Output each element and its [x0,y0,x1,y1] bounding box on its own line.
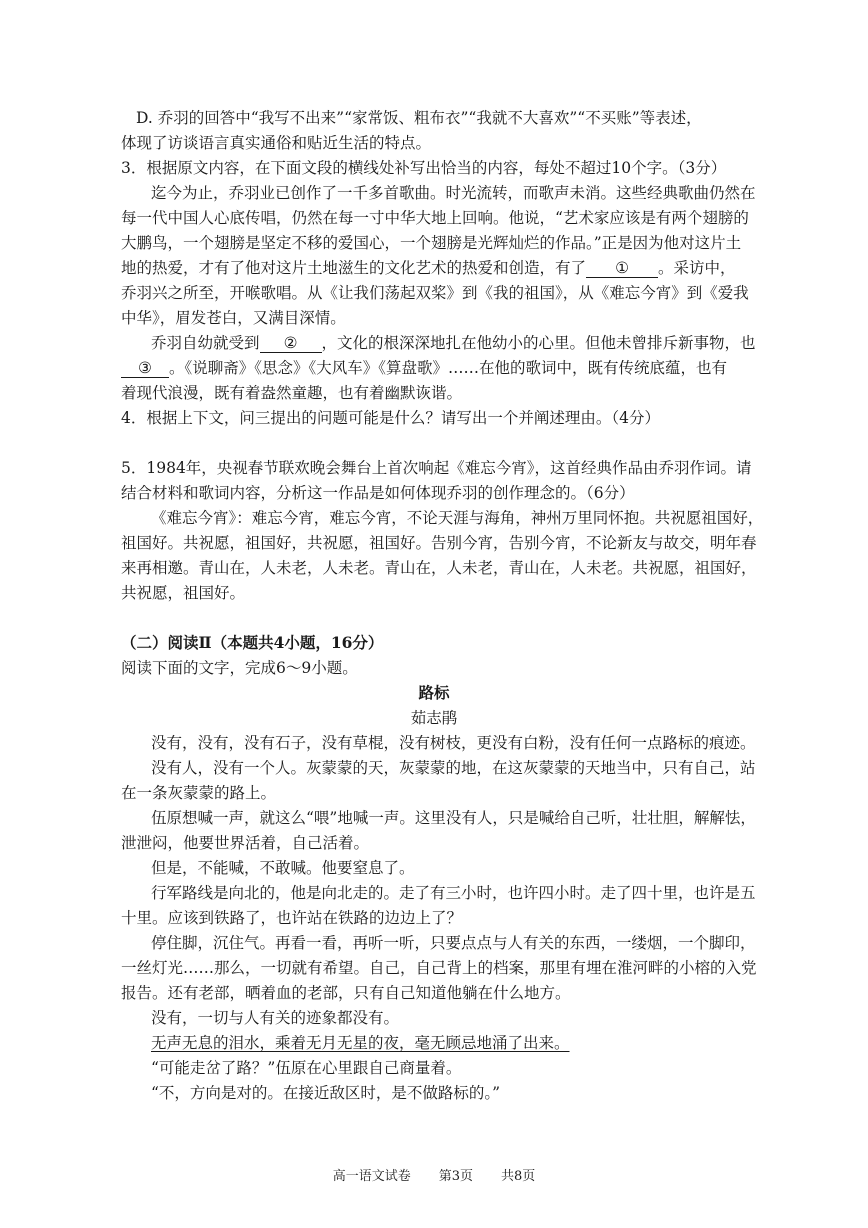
q3-paragraph-line [151,333,756,353]
question-5-prompt: 5．1984年，央视春节联欢晚会舞台上首次响起《难忘今宵》，这首经典作品由乔羽作词。请 [121,459,752,477]
section-heading: （二）阅读Ⅱ（本题共4小题，16分） [121,633,384,652]
question-3-prompt: 3．根据原文内容，在下面文段的横线处补写出恰当的内容，每处不超过10个字。（3分） [121,159,727,177]
story-line: 行军路线是向北的，他是向北走的。走了有三小时，也许四小时。走了四十里，也许是五 [151,884,756,902]
section-instruction: 阅读下面的文字，完成6～9小题。 [121,659,358,677]
question-5-prompt: 结合材料和歌词内容，分析这一作品是如何体现乔羽的创作理念的。（6分） [121,484,635,502]
story-line: “不，方向是对的。在接近敌区时，是不做路标的。” [151,1084,501,1102]
story-line: “可能走岔了路？”伍原在心里跟自己商量着。 [151,1059,462,1077]
lyric-line: 祖国好。共祝愿，祖国好，共祝愿，祖国好。告别今宵，告别今宵，不论新友与故交，明年春 [121,534,757,552]
q3-paragraph-line: 着现代浪漫，既有着盎然童趣，也有着幽默诙谐。 [121,384,463,402]
answer-blank-2[interactable]: ② [260,334,322,353]
story-line: 在一条灰蒙蒙的路上。 [121,784,277,802]
q3-paragraph-line: 大鹏鸟，一个翅膀是坚定不移的爱国心，一个翅膀是光辉灿烂的作品。”正是因为他对这片土 [121,234,742,252]
footer-total-pages: 共8页 [501,1169,536,1184]
lyric-line: 来再相邀。青山在，人未老，人未老。青山在，人未老，青山在，人未老。共祝愿，祖国好， [121,559,757,577]
q3-text: 。采访中， [658,259,736,277]
story-line: 没有，一切与人有关的迹象都没有。 [151,1009,400,1027]
story-line: 伍原想喊一声，就这么“喂”地喊一声。这里没有人，只是喊给自己听，壮壮胆，解解怯， [151,809,756,827]
lyric-line: 《难忘今宵》：难忘今宵，难忘今宵，不论天涯与海角，神州万里同怀抱。共祝愿祖国好， [151,509,764,527]
story-line: 一丝灯光……那么，一切就有希望。自己，自己背上的档案，那里有埋在淮河畔的小榕的入党 [121,959,757,977]
story-line: 停住脚，沉住气。再看一看，再听一听，只要点点与人有关的东西，一缕烟，一个脚印， [151,934,756,952]
q3-text: ，文化的根深深地扎在他幼小的心里。但他未曾排斥新事物，也 [321,334,756,352]
q3-text: 地的热爱，才有了他对这片土地滋生的文化艺术的热爱和创造，有了 [121,259,587,277]
story-line: 没有人，没有一个人。灰蒙蒙的天，灰蒙蒙的地，在这灰蒙蒙的天地当中，只有自己，站 [151,759,756,777]
q3-paragraph-line [121,358,727,378]
story-line: 十里。应该到铁路了，也许站在铁路的边边上了？ [121,909,463,927]
q3-paragraph-line: 中华》，眉发苍白，又满目深情。 [121,309,346,327]
q3-paragraph-line: 乔羽兴之所至，开喉歌唱。从《让我们荡起双桨》到《我的祖国》，从《难忘今宵》到《爱我 [121,284,749,302]
story-line: 报告。还有老部，晒着血的老部，只有自己知道他躺在什么地方。 [121,984,571,1002]
story-line: 但是，不能喊，不敢喊。他要窒息了。 [151,859,415,877]
q3-text: 。《说聊斋》《思念》《大风车》《算盘歌》……在他的歌词中，既有传统底蕴，也有 [169,359,728,377]
story-line-underlined: 无声无息的泪水，乘着无月无星的夜，毫无顾忌地涌了出来。 [151,1034,570,1052]
story-line: 泄泄闷，他要世界活着，自己活着。 [121,834,370,852]
lyric-line: 共祝愿，祖国好。 [121,584,246,602]
answer-blank-1[interactable]: ① [586,259,658,278]
answer-blank-3[interactable]: ③ [121,359,169,378]
option-d-line-1: D. 乔羽的回答中“我写不出来”“家常饭、粗布衣”“我就不大喜欢”“不买账”等表述， [136,109,702,127]
q3-paragraph-line: 迄今为止，乔羽业已创作了一千多首歌曲。时光流转，而歌声未消。这些经典歌曲仍然在 [151,184,756,202]
story-title: 路标 [418,683,450,702]
page-footer [0,1165,868,1184]
q3-text: 乔羽自幼就受到 [151,334,260,352]
story-line: 没有，没有，没有石子，没有草棍，没有树枝，更没有白粉，没有任何一点路标的痕迹。 [151,734,756,752]
footer-page-number: 第3页 [438,1169,473,1184]
question-4-prompt: 4．根据上下文，问三提出的问题可能是什么？请写出一个并阐述理由。（4分） [121,409,660,427]
q3-paragraph-line [121,258,736,278]
q3-paragraph-line: 每一代中国人心底传唱，仍然在每一寸中华大地上回响。他说，“艺术家应该是有两个翅膀的 [121,209,749,227]
story-author: 茹志鹃 [410,709,458,727]
option-d-line-2: 体现了访谈语言真实通俗和贴近生活的特点。 [121,134,432,152]
footer-course: 高一语文试卷 [332,1169,411,1184]
